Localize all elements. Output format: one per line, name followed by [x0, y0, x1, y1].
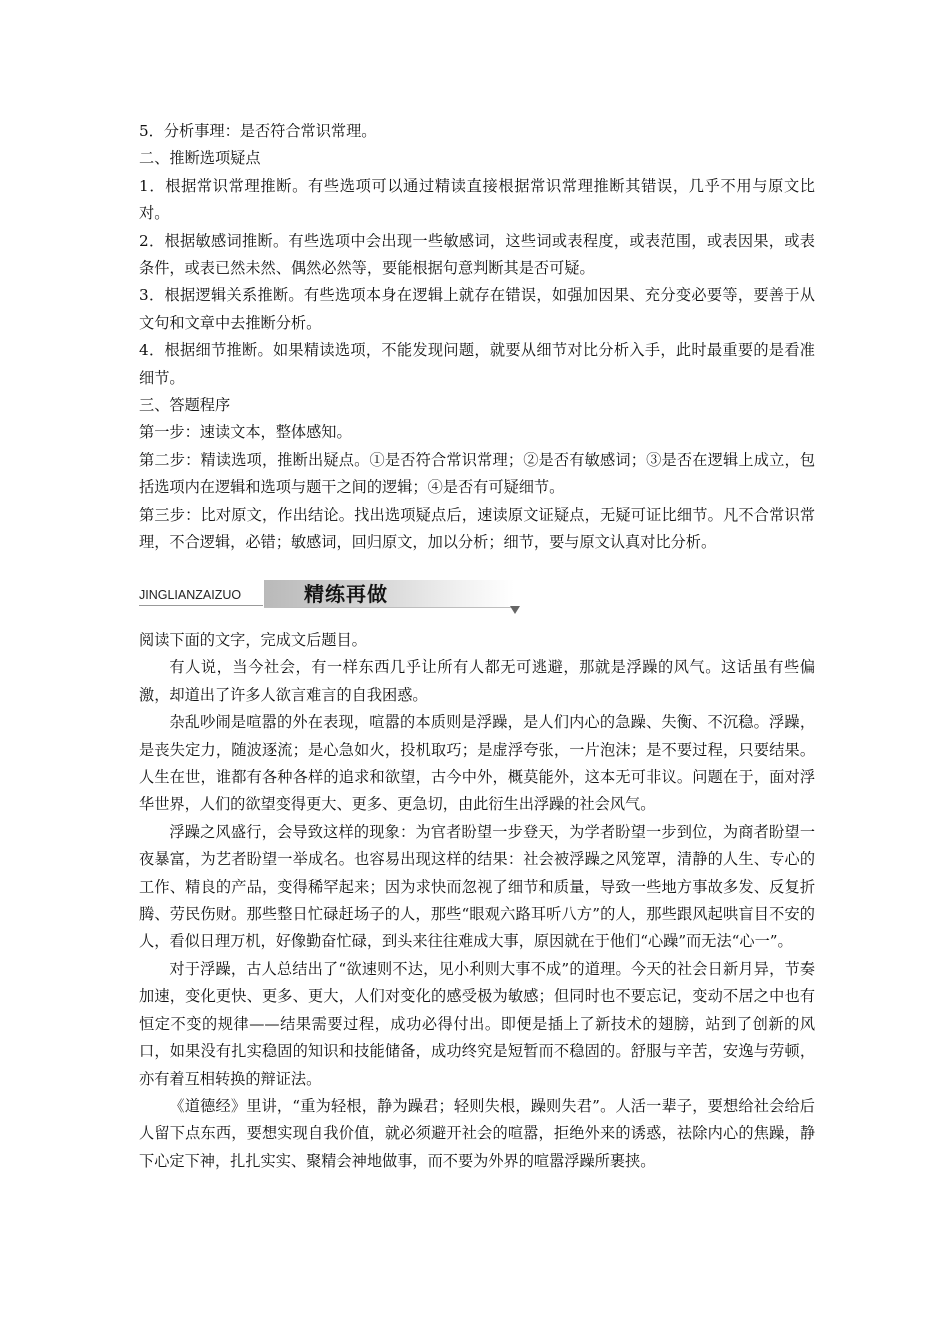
triangle-down-icon	[510, 606, 520, 614]
section-heading-3: 三、答题程序	[139, 396, 231, 415]
answer-step-1: 第一步：速读文本，整体感知。	[139, 423, 352, 442]
guide-item-1: 1．根据常识常理推断。有些选项可以通过精读直接根据常识常理推断其错误，几乎不用与原文比对。	[139, 176, 815, 223]
passage-paragraph: 有人说，当今社会，有一样东西几乎让所有人都无可逃避，那就是浮躁的风气。这话虽有些偏激，却道出了许多人欲言难言的自我困惑。	[139, 658, 815, 704]
guide-line-5: 5．分析事理：是否符合常识常理。	[139, 122, 377, 140]
banner-pinyin: JINGLIANZAIZUO	[139, 588, 242, 602]
passage-paragraph: 杂乱吵闹是喧嚣的外在表现，喧嚣的本质则是浮躁，是人们内心的急躁、失衡、不沉稳。浮躁，是丧失定力，随波逐流；是心急如火，投机取巧；是虚浮夸张，一片泡沫；是不要过程，只要结果。人生在世，谁都有各种各样的追求和欲望，古今中外，概莫能外，这本无可非议。问题在于，面对浮华世界，人们的欲望变得更大、更多、更急切，由此衍生出浮躁的社会风气。	[139, 713, 815, 814]
answer-step-2: 第二步：精读选项，推断出疑点。①是否符合常识常理；②是否有敏感词；③是否在逻辑上成立，包括选项内在逻辑和选项与题干之间的逻辑；④是否有可疑细节。	[139, 450, 815, 497]
method-guide	[139, 118, 815, 557]
banner-underline	[139, 605, 263, 606]
reading-passage	[139, 627, 815, 1175]
guide-item-3: 3．根据逻辑关系推断。有些选项本身在逻辑上就存在错误，如强加因果、充分变必要等，要善于从文句和文章中去推断分析。	[139, 286, 815, 332]
passage-instruction: 阅读下面的文字，完成文后题目。	[139, 631, 367, 649]
passage-paragraph: 《道德经》里讲，“重为轻根，静为躁君；轻则失根，躁则失君”。人活一辈子，要想给社会给后人留下点东西，要想实现自我价值，就必须避开社会的喧嚣，拒绝外来的诱惑，祛除内心的焦躁，静下心定下神，扎扎实实、聚精会神地做事，而不要为外界的喧嚣浮躁所裹挟。	[139, 1096, 815, 1170]
answer-step-3: 第三步：比对原文，作出结论。找出选项疑点后，速读原文证疑点，无疑可证比细节。凡不合常识常理，不合逻辑，必错；敏感词，回归原文，加以分析；细节，要与原文认真对比分析。	[139, 505, 815, 552]
guide-item-4: 4．根据细节推断。如果精读选项，不能发现问题，就要从细节对比分析入手，此时最重要的是看准细节。	[139, 341, 815, 387]
banner-shade	[264, 580, 514, 607]
section-banner	[139, 580, 524, 616]
guide-item-2: 2．根据敏感词推断。有些选项中会出现一些敏感词，这些词或表程度，或表范围，或表因果，或表条件，或表已然未然、偶然必然等，要能根据句意判断其是否可疑。	[139, 231, 815, 278]
section-heading-2: 二、推断选项疑点	[139, 149, 261, 168]
banner-title: 精练再做	[304, 582, 388, 606]
banner-rule	[264, 607, 514, 608]
passage-paragraph: 浮躁之风盛行，会导致这样的现象：为官者盼望一步登天，为学者盼望一步到位，为商者盼望一夜暴富，为艺者盼望一举成名。也容易出现这样的结果：社会被浮躁之风笼罩，清静的人生、专心的工作、精良的产品，变得稀罕起来；因为求快而忽视了细节和质量，导致一些地方事故多发、反复折腾、劳民伤财。那些整日忙碌赶场子的人，那些“眼观六路耳听八方”的人，那些跟风起哄盲目不安的人，看似日理万机，好像勤奋忙碌，到头来往往难成大事，原因就在于他们“心躁”而无法“心一”。	[139, 822, 815, 951]
passage-paragraph: 对于浮躁，古人总结出了“欲速则不达，见小利则大事不成”的道理。今天的社会日新月异，节奏加速，变化更快、更多、更大，人们对变化的感受极为敏感；但同时也不要忘记，变动不居之中也有恒定不变的规律——结果需要过程，成功必得付出。即便是插上了新技术的翅膀，站到了创新的风口，如果没有扎实稳固的知识和技能储备，成功终究是短暂而不稳固的。舒服与辛苦，安逸与劳顿，亦有着互相转换的辩证法。	[139, 959, 815, 1088]
